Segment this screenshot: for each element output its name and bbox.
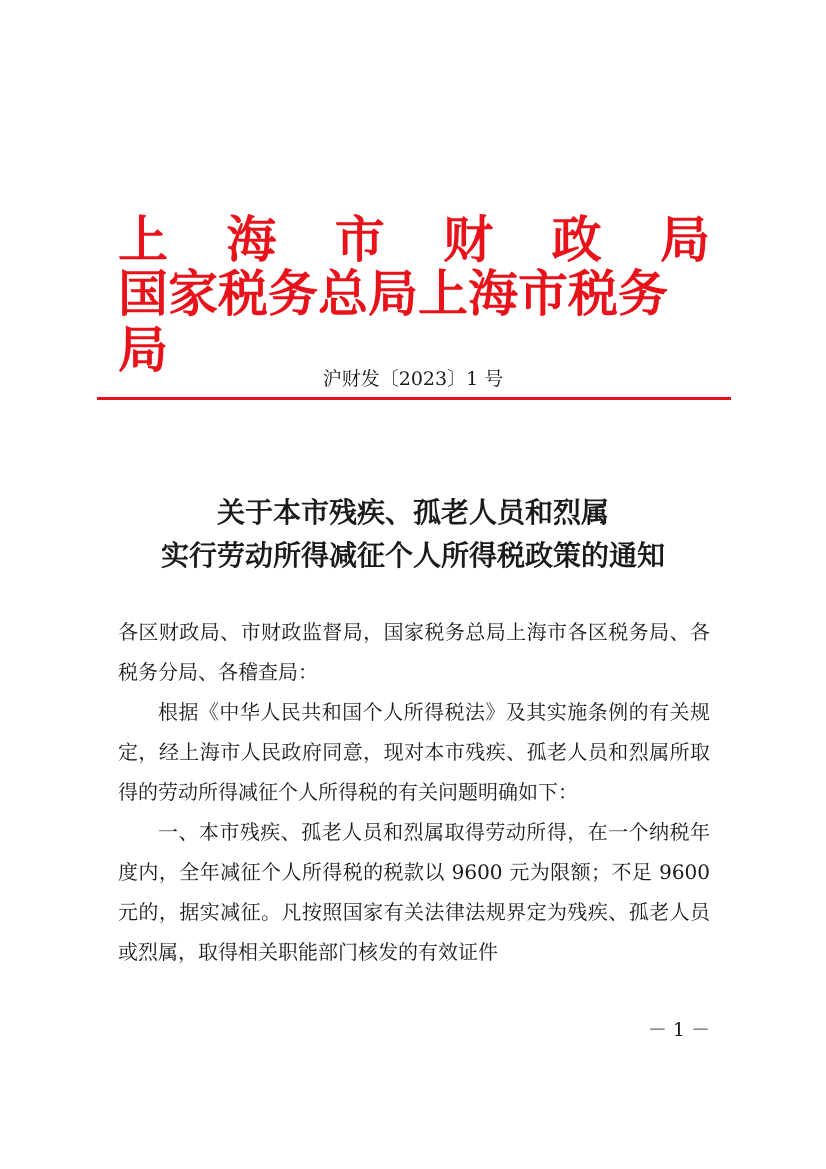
document-number: 沪财发〔2023〕1 号 <box>322 368 504 390</box>
issuer-char: 财 <box>443 210 494 269</box>
page-number: － 1 － <box>647 1019 710 1041</box>
document-body <box>118 612 710 972</box>
red-divider-line <box>97 397 731 400</box>
document-title-line1: 关于本市残疾、孤老人员和烈属 <box>216 496 609 529</box>
document-title-line2: 实行劳动所得减征个人所得税政策的通知 <box>160 539 665 572</box>
body-paragraph: 根据《中华人民共和国个人所得税法》及其实施条例的有关规定，经上海市人民政府同意，现对本市残疾、孤老人员和烈属所取得的劳动所得减征个人所得税的有关问题明确如下： <box>118 700 710 804</box>
recipients-paragraph: 各区财政局、市财政监督局，国家税务总局上海市各区税务局、各税务分局、各稽查局： <box>118 620 710 684</box>
issuer-char: 政 <box>551 210 602 269</box>
issuer-name-finance-bureau <box>118 212 710 268</box>
issuer-name-tax-bureau: 国家税务总局上海市税务局 <box>118 264 668 379</box>
issuer-char: 上 <box>118 210 168 269</box>
issuer-char: 海 <box>226 210 277 269</box>
issuer-char: 局 <box>659 210 710 269</box>
body-paragraph: 一、本市残疾、孤老人员和烈属取得劳动所得，在一个纳税年度内，全年减征个人所得税的税款以 9600 元为限额；不足 9600 元的，据实减征。凡按照国家有关法律法规界定为残疾、孤老人员或烈属，取得相关职能部门核发的有效证件 <box>118 820 710 964</box>
issuer-char: 市 <box>334 210 385 269</box>
